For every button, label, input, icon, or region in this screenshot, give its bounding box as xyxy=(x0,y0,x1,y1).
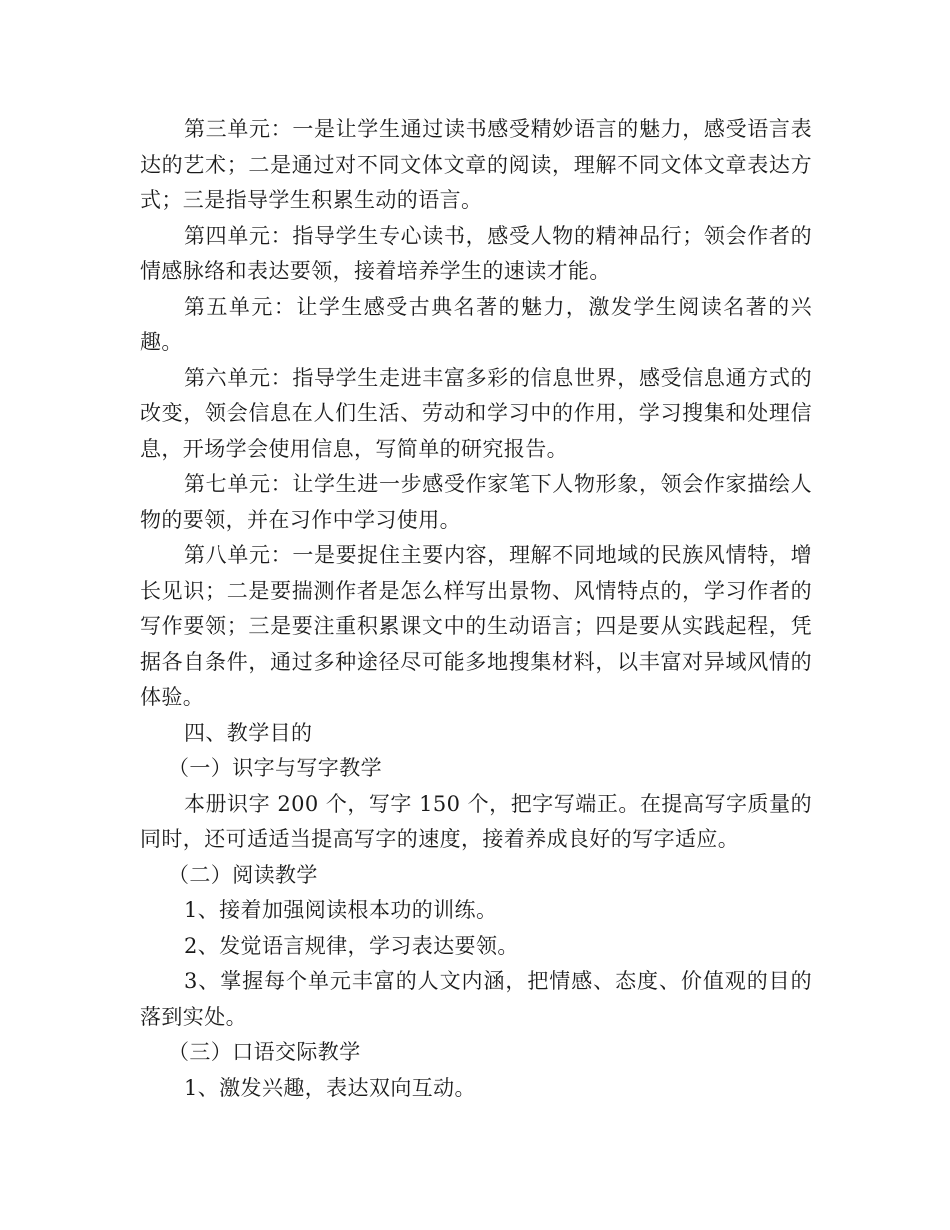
paragraph-unit-6: 第六单元：指导学生走进丰富多彩的信息世界，感受信息通方式的改变，领会信息在人们生活、劳动和学习中的作用，学习搜集和处理信息，开场学会使用信息，写简单的研究报告。 xyxy=(140,365,812,461)
list-item-reading-1: 1、接着加强阅读根本功的训练。 xyxy=(184,898,498,922)
paragraph-unit-3: 第三单元：一是让学生通过读书感受精妙语言的魅力，感受语言表达的艺术；二是通过对不同文体文章的阅读，理解不同文体文章表达方式；三是指导学生积累生动的语言。 xyxy=(140,117,812,212)
paragraph-unit-7: 第七单元：让学生进一步感受作家笔下人物形象，领会作家描绘人物的要领，并在习作中学习使用。 xyxy=(140,472,812,532)
list-item-oral-1: 1、激发兴趣，表达双向互动。 xyxy=(184,1075,476,1100)
list-item-reading-2: 2、发觉语言规律，学习表达要领。 xyxy=(184,933,519,958)
paragraph-unit-8: 第八单元：一是要捉住主要内容，理解不同地域的民族风情特，增长见识；二是要揣测作者是怎么样写出景物、风情特点的，学习作者的写作要领；三是要注重积累课文中的生动语言；四是要从实践起程，凭据各自条件，通过多种途径尽可能多地搜集材料，以丰富对异域风情的体验。 xyxy=(140,543,812,709)
list-item-reading-3: 3、掌握每个单元丰富的人文内涵，把情感、态度、价值观的目的落到实处。 xyxy=(140,969,812,1029)
subheading-literacy-writing: （一）识字与写字教学 xyxy=(168,756,382,780)
document-page xyxy=(140,112,812,1106)
section-heading-teaching-goals: 四、教学目的 xyxy=(184,720,313,745)
subheading-oral-communication: （三）口语交际教学 xyxy=(168,1040,361,1064)
paragraph-unit-5: 第五单元：让学生感受古典名著的魅力，激发学生阅读名著的兴趣。 xyxy=(140,294,812,354)
paragraph-unit-4: 第四单元：指导学生专心读书，感受人物的精神品行；领会作者的情感脉络和表达要领，接着培养学生的速读才能。 xyxy=(140,223,812,283)
subheading-reading: （二）阅读教学 xyxy=(168,862,318,887)
paragraph-literacy-writing: 本册识字 200 个，写字 150 个，把字写端正。在提高写字质量的同时，还可适适当提高写字的速度，接着养成良好的写字适应。 xyxy=(140,791,812,851)
